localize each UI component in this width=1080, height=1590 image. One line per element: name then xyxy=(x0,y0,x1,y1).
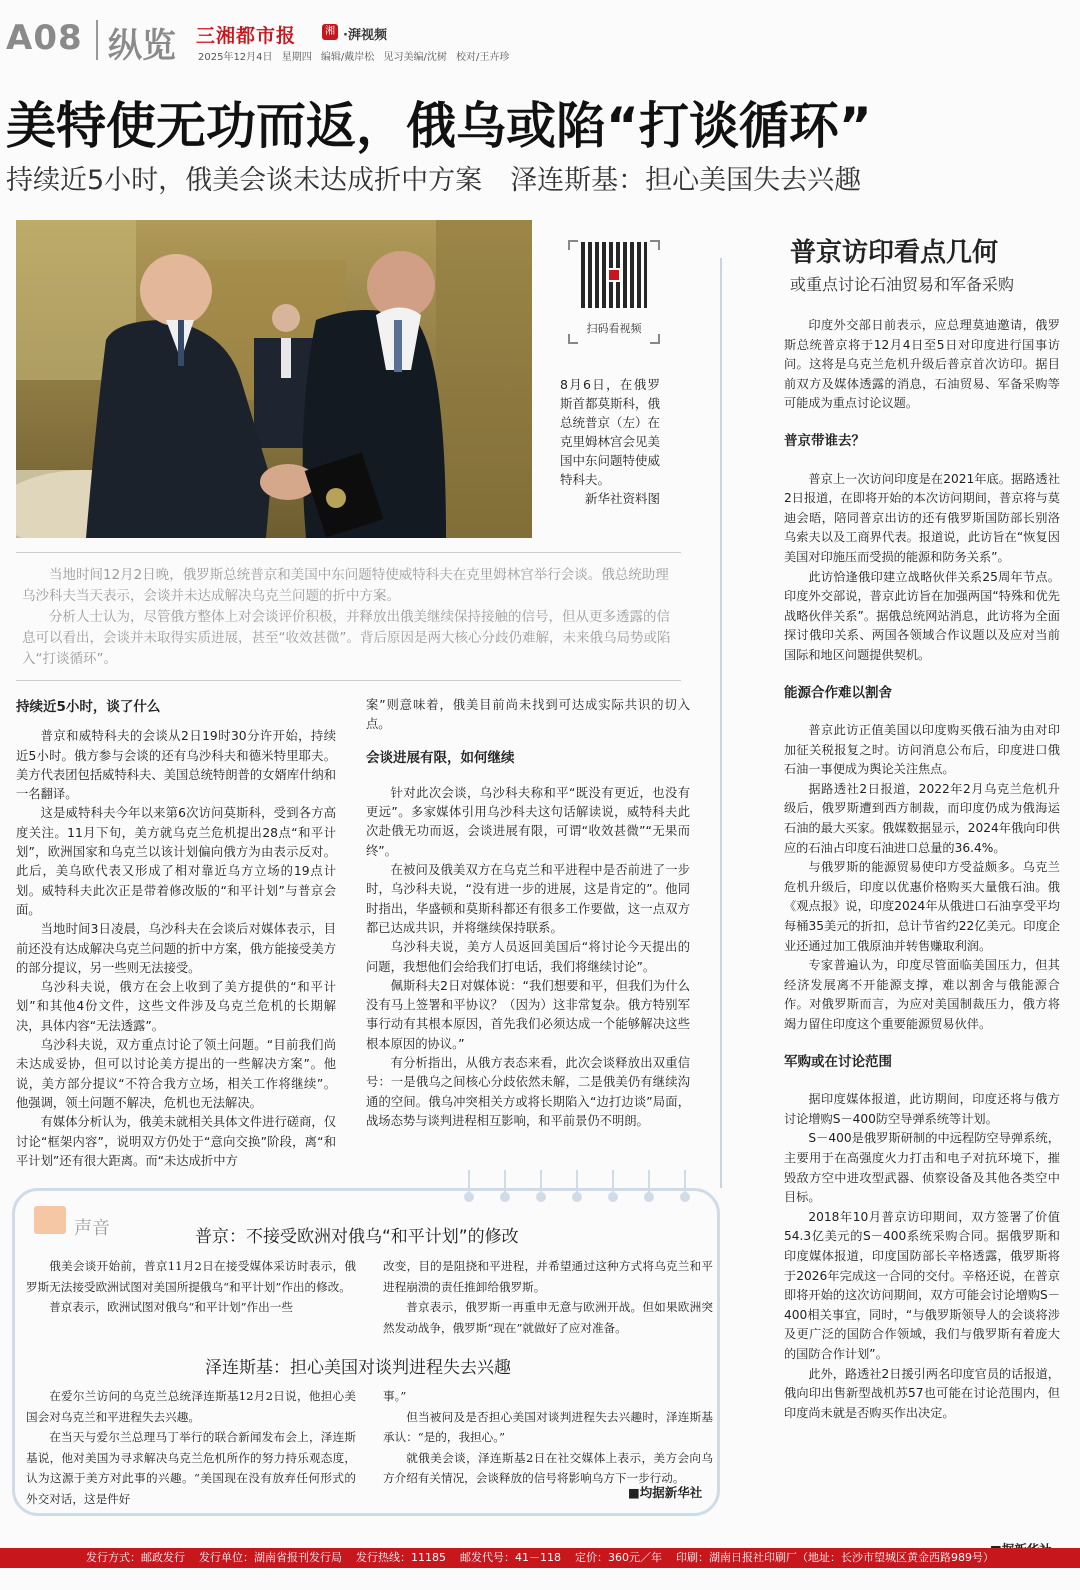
body-paragraph: 2018年10月普京访印期间，双方签署了价值54.3亿美元的S－400系统采购合同。据俄罗斯和印度媒体报道，印度国防部长辛格透露，俄罗斯将于2026年完成这一合同的交付。辛格还说，在普京即将开始的这次访问期间，双方可能会讨论增购S－400相关事宜，同时，“与俄罗斯领导人的会谈将涉及更广泛的国防合作领域，我们与俄罗斯有着庞大的国防合作计划”。 xyxy=(784,1209,1060,1361)
body-paragraph: 此访恰逢俄印建立战略伙伴关系25周年节点。印度外交部说，普京此访旨在加强两国“特殊和优先战略伙伴关系”。据俄总统网站消息，此访将为全面探讨俄印关系、两国各领域合作议题以及应对当前国际和地区问题提供契机。 xyxy=(784,569,1060,662)
body-paragraph: 在被问及俄美双方在乌克兰和平进程中是否前进了一步时，乌沙科夫说，“没有进一步的进展，这是肯定的”。他同时指出，华盛顿和莫斯科都还有很多工作要做，这一点双方都已达成共识，并将继续保持联系。 xyxy=(366,863,690,935)
voice-paragraph: 改变，目的是阻挠和平进程，并希望通过这种方式将乌克兰和平进程崩溃的责任推卸给俄罗斯。 xyxy=(383,1259,713,1294)
footer-item: 发行方式：邮政发行 xyxy=(86,1551,185,1564)
zelensky-voice-right xyxy=(383,1386,713,1489)
voice-paragraph: 就俄美会谈，泽连斯基2日在社交媒体上表示，美方会向乌方介绍有关情况，会谈释放的信号将影响乌方下一步行动。 xyxy=(383,1450,713,1485)
voice-paragraph: 普京表示，欧洲试图对俄乌“和平计划”作出一些 xyxy=(49,1300,293,1314)
body-paragraph: 乌沙科夫说，双方重点讨论了领土问题。“目前我们尚未达成妥协，但可以讨论美方提出的一些解决方案”。他说，美方部分提议“不符合我方立场，相关工作将继续”。他强调，领土问题不解决，危机也无法解决。 xyxy=(16,1038,336,1110)
section-heading: 军购或在讨论范围 xyxy=(784,1053,892,1070)
voices-tag: 声音 xyxy=(74,1218,110,1239)
proofreader: 校对/王卉珍 xyxy=(456,52,510,63)
footer-item: 邮发代号：41－118 xyxy=(460,1551,561,1564)
header-divider xyxy=(96,20,98,60)
body-paragraph: 这是威特科夫今年以来第6次访问莫斯科，受到各方高度关注。11月下旬，美方就乌克兰危机提出28点“和平计划”，欧洲国家和乌克兰以该计划偏向俄方为由表示反对。此后，美乌欧代表又形成了相对靠近乌方立场的19点计划。威特科夫此次正是带着修改版的“和平计划”与普京会面。 xyxy=(16,806,336,917)
zelensky-voice-title: 泽连斯基：担心美国对谈判进程失去兴趣 xyxy=(205,1358,511,1378)
article-column-2 xyxy=(366,696,690,1131)
section-heading: 持续近5小时，谈了什么 xyxy=(16,699,161,715)
voice-paragraph: 普京表示，俄罗斯一再重申无意与欧洲开战。但如果欧洲突然发动战争，俄罗斯“现在”就做好了应对准备。 xyxy=(383,1300,713,1335)
speech-bubble-icon xyxy=(34,1206,66,1234)
subheadline xyxy=(6,158,861,197)
body-paragraph: 佩斯科夫2日对媒体说：“我们想要和平，但我们为什么没有马上签署和平协议？（因为）这非常复杂。俄方特别军事行动有其根本原因，首先我们必须达成一个能够解决这些根本原因的协议。” xyxy=(366,978,690,1051)
body-paragraph: 针对此次会谈，乌沙科夫称和平“既没有更近，也没有更远”。多家媒体引用乌沙科夫这句话解读说，威特科夫此次赴俄无功而返，会谈进展有限，可谓“收效甚微”“无果而终”。 xyxy=(366,785,690,858)
putin-voice-title: 普京：不接受欧洲对俄乌“和平计划”的修改 xyxy=(195,1227,519,1247)
photo-credit: 新华社资料图 xyxy=(584,491,660,506)
issue-weekday: 星期四 xyxy=(281,52,312,63)
body-paragraph: 据印度媒体报道，此访期间，印度还将与俄方讨论增购S－400防空导弹系统等计划。 xyxy=(784,1092,1060,1126)
body-paragraph: 有媒体分析认为，俄美未就相关具体文件进行磋商，仅讨论“框架内容”，说明双方仍处于“意向交换”阶段，离“和平计划”还有很大距离。而“未达成折中方 xyxy=(16,1115,336,1168)
voice-paragraph: 但当被问及是否担心美国对谈判进程失去兴趣时，泽连斯基承认：“是的，我担心。” xyxy=(383,1409,713,1444)
photo-illustration xyxy=(16,220,532,538)
intern-editor: 见习美编/沈树 xyxy=(383,52,447,63)
lead-top-rule xyxy=(16,552,681,553)
newspaper-name: 三湘都市报 xyxy=(196,25,297,47)
footer-item: 发行单位：湖南省报刊发行局 xyxy=(199,1551,342,1564)
sidebar-subtitle: 或重点讨论石油贸易和军备采购 xyxy=(790,275,1015,294)
subhead-right: 泽连斯基：担心美国失去兴趣 xyxy=(510,165,862,196)
voices-credit: ■均据新华社 xyxy=(628,1485,703,1500)
body-paragraph: 此外，路透社2日援引两名印度官员的话报道，俄向印出售新型战机苏57也可能在讨论范围内，但印度尚未就是否购买作出决定。 xyxy=(784,1366,1060,1420)
photo-caption xyxy=(560,375,660,508)
editor: 编辑/戴岸松 xyxy=(320,52,375,63)
qr-logo-icon xyxy=(607,268,621,282)
headline: 美特使无功而返，俄乌或陷“打谈循环” xyxy=(6,97,872,155)
voice-paragraph: 在爱尔兰访问的乌克兰总统泽连斯基12月2日说，他担心美国会对乌克兰和平进程失去兴趣。 xyxy=(26,1389,356,1424)
putin-voice-right xyxy=(383,1256,713,1338)
caption-text: 8月6日，在俄罗斯首都莫斯科，俄总统普京（左）在克里姆林宫会见美国中东问题特使威特科夫。 xyxy=(560,377,661,487)
body-paragraph: S－400是俄罗斯研制的中远程防空导弹系统，主要用于在高强度火力打击和电子对抗环境下，摧毁敌方空中进攻型武器、侦察设备及其他各类空中目标。 xyxy=(784,1131,1060,1205)
body-paragraph: 普京此访正值美国以印度购买俄石油为由对印加征关税报复之时。访问消息公布后，印度进口俄石油一事便成为舆论关注焦点。 xyxy=(784,723,1060,777)
body-paragraph: 普京上一次访问印度是在2021年底。据路透社2日报道，在即将开始的本次访问期间，普京将与莫迪会晤，陪同普京出访的还有俄罗斯国防部长别洛乌索夫以及工商界代表。报道说，此访旨在“恢复因美国对印施压而受损的能源和防务关系”。 xyxy=(784,471,1060,564)
video-logo-icon: 湘 xyxy=(322,24,338,40)
body-paragraph: 据路透社2日报道，2022年2月乌克兰危机升级后，俄罗斯遭到西方制裁，而印度仍成为俄海运石油的最大买家。俄媒数据显示，2024年俄向印供应的石油占印度石油进口总量的36.4%。 xyxy=(784,781,1060,855)
sidebar-article xyxy=(784,316,1060,1423)
section-heading: 能源合作难以割舍 xyxy=(784,684,892,701)
body-paragraph: 乌沙科夫说，俄方在会上收到了美方提供的“和平计划”和其他4份文件，这些文件涉及乌克兰危机的长期解决，具体内容“无法透露”。 xyxy=(16,980,336,1033)
section-heading: 普京带谁去？ xyxy=(784,432,865,449)
voice-paragraph: 俄美会谈开始前，普京11月2日在接受媒体采访时表示，俄罗斯无法接受欧洲试图对美国所提俄乌“和平计划”作出的修改。 xyxy=(26,1259,356,1294)
body-paragraph-continued: 案”则意味着，俄美目前尚未找到可达成实际共识的切入点。 xyxy=(366,698,690,732)
lead-para-2: 分析人士认为，尽管俄方整体上对会谈评价积极，并释放出俄美继续保持接触的信号，但从更多透露的信息可以看出，会谈并未取得实质进展，甚至“收效甚微”。背后原因是两大核心分歧仍难解，未来俄乌局势或陷入“打谈循环”。 xyxy=(22,609,671,667)
page-number: A08 xyxy=(6,18,83,58)
subhead-left: 持续近5小时，俄美会谈未达成折中方案 xyxy=(6,165,483,196)
section-heading: 会谈进展有限，如何继续 xyxy=(366,749,515,766)
body-paragraph: 印度外交部日前表示，应总理莫迪邀请，俄罗斯总统普京将于12月4日至5日对印度进行国事访问。这将是乌克兰危机升级后普京首次访印。据目前双方及媒体透露的消息，石油贸易、军备采购等可能成为重点讨论议题。 xyxy=(784,318,1060,411)
lead-paragraph xyxy=(22,565,682,670)
body-paragraph: 有分析指出，从俄方表态来看，此次会谈释放出双重信号：一是俄乌之间核心分歧依然未解，二是俄美仍有继续沟通的空间。俄乌冲突相关方或将长期陷入“边打边谈”局面，战场态势与谈判进程相互影响，和平前景仍不明朗。 xyxy=(366,1056,690,1128)
lead-bottom-rule xyxy=(16,680,681,681)
news-photo xyxy=(16,220,532,538)
sidebar-title: 普京访印看点几何 xyxy=(790,238,999,268)
lead-para-1: 当地时间12月2日晚，俄罗斯总统普京和美国中东问题特使威特科夫在克里姆林宫举行会谈。俄总统助理乌沙科夫当天表示，会谈并未达成解决乌克兰问题的折中方案。 xyxy=(22,567,669,604)
footer-item: 发行热线：11185 xyxy=(356,1551,446,1564)
body-paragraph: 普京和威特科夫的会谈从2日19时30分许开始，持续近5小时。俄方参与会谈的还有乌沙科夫和德米特里耶夫。美方代表团包括威特科夫、美国总统特朗普的女婿库什纳和一名翻译。 xyxy=(16,729,336,802)
issue-meta xyxy=(198,48,509,63)
article-column-1 xyxy=(16,698,336,1171)
masthead xyxy=(0,0,1080,80)
qr-label: 扫码看视频 xyxy=(586,322,642,335)
putin-voice-left xyxy=(26,1256,356,1318)
publication-footer xyxy=(0,1548,1080,1568)
voice-paragraph: 事。” xyxy=(383,1389,407,1403)
body-paragraph: 专家普遍认为，印度尽管面临美国压力，但其经济发展离不开能源支撑，难以割舍与俄能源合作。对俄罗斯而言，为应对美国制裁压力，俄方将竭力留住印度这个重要能源贸易伙伴。 xyxy=(784,958,1060,1031)
zelensky-voice-left xyxy=(26,1386,356,1509)
body-paragraph: 当地时间3日凌晨，乌沙科夫在会谈后对媒体表示，目前还没有达成解决乌克兰问题的折中方案，俄方能接受美方的部分提议，另一些则无法接受。 xyxy=(16,922,336,975)
drops-decoration-icon xyxy=(458,1170,698,1202)
voice-paragraph: 在当天与爱尔兰总理马丁举行的联合新闻发布会上，泽连斯基说，他对美国为寻求解决乌克兰危机所作的努力持乐观态度，认为这源于美方对此事的兴趣。“美国现在没有放弃任何形式的外交对话，这是件好 xyxy=(26,1430,356,1506)
footer-item: 印刷：湖南日报社印刷厂（地址：长沙市望城区黄金西路989号） xyxy=(676,1551,994,1564)
sidebar-rule xyxy=(720,258,722,1188)
video-brand: ·湃视频 xyxy=(343,28,387,43)
body-paragraph: 乌沙科夫说，美方人员返回美国后“将讨论今天提出的问题，我想他们会给我们打电话，我们将继续讨论”。 xyxy=(366,940,690,974)
issue-date: 2025年12月4日 xyxy=(198,52,273,63)
footer-item: 定价：360元／年 xyxy=(575,1551,662,1564)
section-name: 纵览 xyxy=(108,26,176,66)
body-paragraph: 与俄罗斯的能源贸易使印方受益颇多。乌克兰危机升级后，印度以优惠价格购买大量俄石油。俄《观点报》说，印度2024年从俄进口石油享受平均每桶35美元的折扣，总计节省约22亿美元。印度企业还通过加工俄原油并转售赚取利润。 xyxy=(784,860,1060,953)
video-qr-code[interactable] xyxy=(568,240,660,344)
